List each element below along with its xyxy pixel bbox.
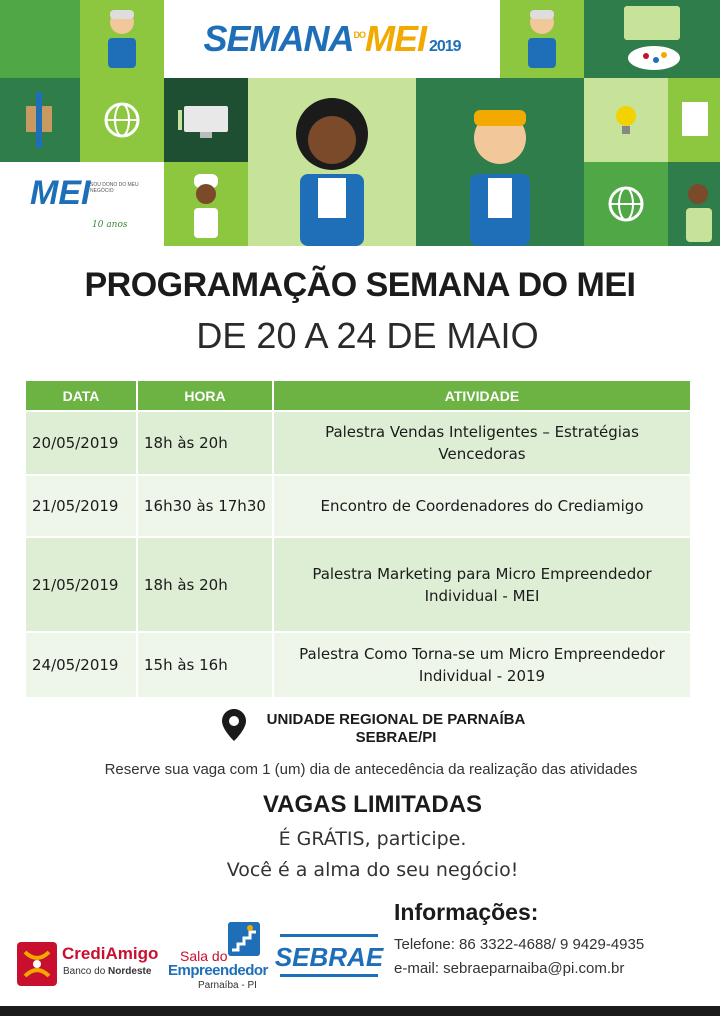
cell-date: 21/05/2019	[26, 476, 136, 536]
activity-line: Palestra Vendas Inteligentes – Estratégias	[325, 423, 639, 441]
banner-tile-package	[0, 78, 80, 162]
globe-icon	[584, 162, 668, 246]
crediamigo-logo-icon	[17, 942, 57, 986]
banner-tile-woman	[248, 78, 416, 246]
location-line-1: UNIDADE REGIONAL DE PARNAÍBA	[266, 711, 526, 728]
location-line-2: SEBRAE/PI	[355, 729, 437, 746]
page-title: PROGRAMAÇÃO SEMANA DO MEI	[84, 266, 636, 304]
location-pin-icon	[222, 709, 246, 741]
logo-mei: MEI	[364, 18, 426, 59]
sala-city: Parnaíba - PI	[198, 980, 257, 991]
activity-line: Individual - MEI	[424, 586, 540, 605]
activity-line: Palestra Marketing para Micro Empreendedor	[312, 564, 652, 583]
cell-time: 16h30 às 17h30	[138, 476, 272, 536]
document-icon	[668, 78, 720, 162]
gratis-note: É GRÁTIS, participe.	[278, 828, 467, 850]
banner-tile-computer	[164, 78, 248, 162]
woman-illustration-icon	[248, 78, 416, 246]
activity-line: Encontro de Coordenadores do Crediamigo	[320, 497, 644, 515]
banner-tile-document	[668, 78, 720, 162]
schedule-table	[24, 379, 692, 699]
worker-icon	[80, 0, 164, 78]
vagas-limitadas: VAGAS LIMITADAS	[262, 791, 483, 818]
crediamigo-bank	[63, 966, 151, 977]
banner-tile-globe-2	[584, 162, 668, 246]
location-text	[246, 711, 546, 747]
page-subtitle: DE 20 A 24 DE MAIO	[196, 315, 539, 356]
cell-activity	[274, 412, 690, 474]
worker-icon	[500, 0, 584, 78]
activity-line: Palestra Como Torna-se um Micro Empreendedor	[299, 645, 665, 663]
artist-icon	[584, 0, 720, 78]
banner-tile-man	[416, 78, 584, 246]
banner-tile	[0, 0, 80, 78]
banner-tile-lightbulb	[584, 78, 668, 162]
cell-date: 21/05/2019	[26, 538, 136, 631]
semana-mei-logo	[164, 0, 500, 78]
bank-name: Nordeste	[108, 966, 152, 977]
cell-time: 15h às 16h	[138, 633, 272, 697]
sala-do-text: Sala do	[180, 948, 228, 964]
sebrae-text: SEBRAE	[274, 942, 384, 972]
header-activity: ATIVIDADE	[274, 381, 690, 410]
table-row	[26, 633, 690, 697]
info-title: Informações:	[394, 899, 539, 925]
slogan: Você é a alma do seu negócio!	[226, 859, 519, 881]
banner-tile-worker-2	[500, 0, 584, 78]
package-icon	[0, 78, 80, 162]
logo-do: DO	[353, 30, 365, 40]
reserve-note: Reserve sua vaga com 1 (um) dia de antecedência da realização das atividades	[104, 761, 638, 778]
cell-date: 20/05/2019	[26, 412, 136, 474]
banner-tile-globe	[80, 78, 164, 162]
banner-tile-artist	[584, 0, 720, 78]
person-icon	[668, 162, 720, 246]
cell-time: 18h às 20h	[138, 412, 272, 474]
table-header-row	[26, 381, 690, 410]
bottom-bar	[0, 1006, 720, 1016]
globe-icon	[80, 78, 164, 162]
mei-tagline: SOU DONO DO MEU NEGÓCIO	[90, 182, 139, 194]
mei-anos: 10 anos	[92, 220, 128, 230]
cell-activity	[274, 538, 690, 631]
banner-tile-person	[668, 162, 720, 246]
logo-semana: SEMANA	[203, 18, 354, 59]
info-email: e-mail: sebraeparnaiba@pi.com.br	[394, 960, 625, 977]
header-date: DATA	[26, 381, 136, 410]
sebrae-bar	[280, 934, 378, 937]
logo-year: 2019	[428, 38, 461, 55]
cell-date: 24/05/2019	[26, 633, 136, 697]
sala-empreendedor-icon	[228, 922, 260, 956]
header-time: HORA	[138, 381, 272, 410]
info-phone: Telefone: 86 3322-4688/ 9 9429-4935	[394, 936, 645, 953]
table-row	[26, 538, 690, 631]
computer-icon	[164, 78, 248, 162]
bank-prefix: Banco do	[63, 966, 109, 977]
sebrae-bar	[280, 974, 378, 977]
crediamigo-name: CrediAmigo	[62, 944, 159, 963]
sebrae-logo	[274, 928, 384, 984]
banner-tile-chef	[164, 162, 248, 246]
table-row	[26, 412, 690, 474]
man-illustration-icon	[416, 78, 584, 246]
cell-activity	[274, 476, 690, 536]
chef-icon	[164, 162, 248, 246]
banner-tile-worker	[80, 0, 164, 78]
empreendedor-text: Empreendedor	[168, 962, 268, 979]
header-banner	[0, 0, 720, 246]
cell-time: 18h às 20h	[138, 538, 272, 631]
cell-activity	[274, 633, 690, 697]
lightbulb-icon	[584, 78, 668, 162]
activity-line: Vencedoras	[438, 445, 526, 463]
mei-logo-text: MEI	[30, 174, 91, 212]
activity-line: Individual - 2019	[418, 667, 546, 685]
table-row	[26, 476, 690, 536]
